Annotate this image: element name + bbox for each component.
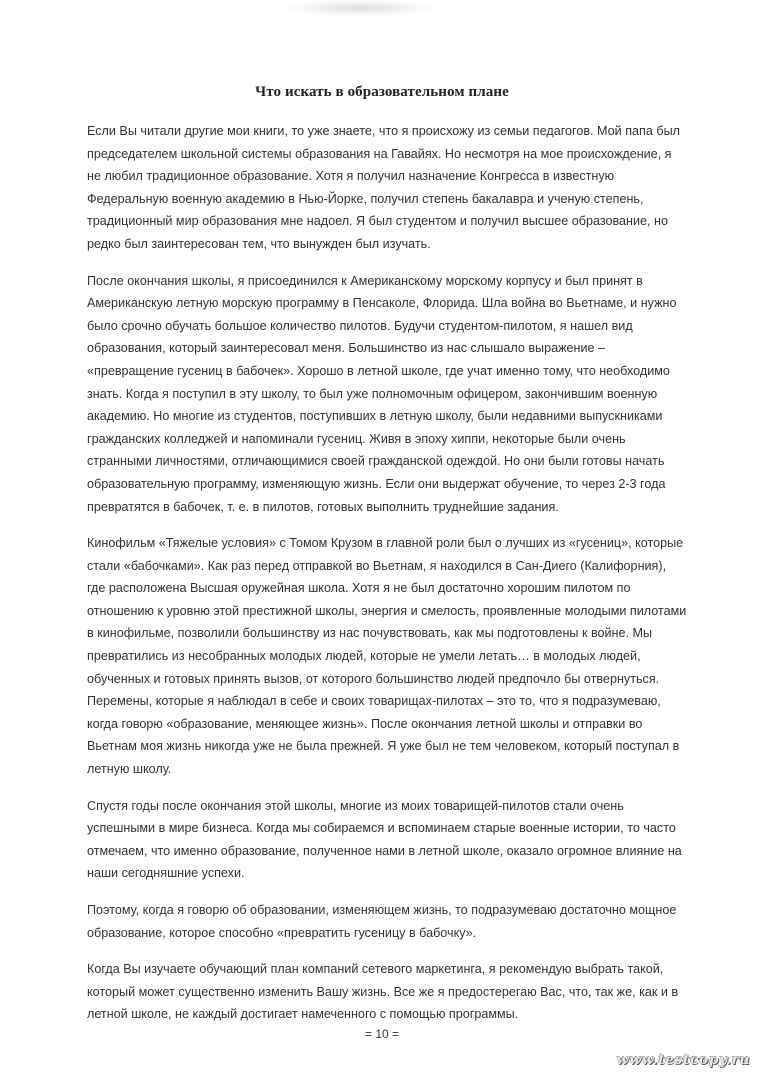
paragraph: Если Вы читали другие мои книги, то уже знаете, что я происхожу из семьи педагогов. Мой папа был председателем школьной системы образования на Гавайях. Но несмотря на мое происхождение, я не любил традиционное образование. Хотя я получил назначение Конгресса в известную Федеральную военную академию в Нью-Йорке, получил степень бакалавра и ученую степень, традиционный мир образования мне надоел. Я был студентом и получил высшее образование, но редко был заинтересован тем, что вынужден был изучать. (87, 124, 680, 251)
document-body (87, 120, 687, 1040)
paragraph: Кинофильм «Тяжелые условия» с Томом Крузом в главной роли был о лучших из «гусениц», которые стали «бабочками». Как раз перед отправкой во Вьетнам, я находился в Сан-Диего (Калифорния), где расположена Высшая оружейная школа. Хотя я не был достаточно хорошим пилотом по отношению к уровню этой престижной школы, энергия и смелость, проявленные молодыми пилотами в кинофильме, позволили большинству из нас почувствовать, как мы подготовлены к войне. Мы превратились из несобранных молодых людей, которые не умели летать… в молодых людей, обученных и готовых принять вызов, от которого большинство людей предпочло бы отвернуться. Перемены, которые я наблюдал в себе и своих товарищах-пилотах – это то, что я подразумеваю, когда говорю «образование, меняющее жизнь». После окончания летной школы и отправки во Вьетнам моя жизнь никогда уже не была прежней. Я уже был не тем человеком, который поступал в летную школу. (87, 536, 687, 777)
scan-artifact (285, 0, 435, 16)
paragraph: Спустя годы после окончания этой школы, многие из моих товарищей-пилотов стали очень успешными в мире бизнеса. Когда мы собираемся и вспоминаем старые военные истории, то часто отмечаем, что именно образование, полученное нами в летной школе, оказало огромное влияние на наши сегодняшние успехи. (87, 798, 682, 881)
paragraph: После окончания школы, я присоединился к Американскому морскому корпусу и был принят в Американскую летную морскую программу в Пенсаколе, Флорида. Шла война во Вьетнаме, и нужно было срочно обучать большое количество пилотов. Будучи студентом-пилотом, я нашел вид образования, который заинтересовал меня. Большинство из нас слышало выражение – «превращение гусениц в бабочек». Хорошо в летной школе, где учат именно тому, что необходимо знать. Когда я поступил в эту школу, то был уже полномочным офицером, закончившим военную академию. Но многие из студентов, поступивших в летную школу, были недавними выпускниками гражданских колледжей и напоминали гусениц. Живя в эпоху хиппи, некоторые были очень странными личностями, отличающимися своей гражданской одеждой. Но они были готовы начать образовательную программу, изменяющую жизнь. Если они выдержат обучение, то через 2-3 года превратятся в бабочек, т. е. в пилотов, готовых выполнить труднейшие задания. (87, 273, 677, 514)
page-number: = 10 = (364, 1027, 400, 1041)
watermark: www.testcopy.ru (616, 1052, 750, 1068)
paragraph: Поэтому, когда я говорю об образовании, изменяющем жизнь, то подразумеваю достаточно мощное образование, которое способно «превратить гусеницу в бабочку». (87, 903, 677, 940)
page-title: Что искать в образовательном плане (255, 84, 509, 101)
paragraph: Когда Вы изучаете обучающий план компаний сетевого маркетинга, я рекомендую выбрать такой, который может существенно изменить Вашу жизнь. Все же я предостерегаю Вас, что, так же, как и в летной школе, не каждый достигает намеченного с помощью программы. (87, 962, 679, 1022)
